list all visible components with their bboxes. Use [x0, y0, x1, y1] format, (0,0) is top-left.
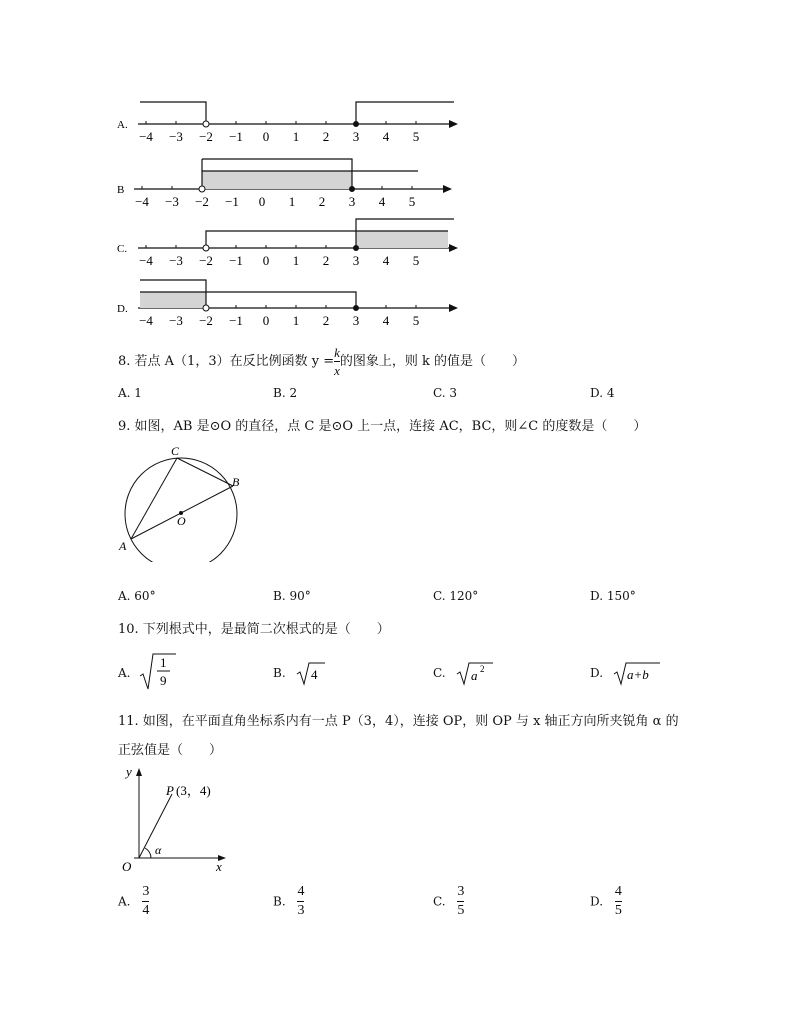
solution-shaded-region — [140, 292, 206, 308]
label-alpha: α — [155, 843, 162, 857]
q11-option-c-label: C. — [433, 894, 446, 909]
number-line-tick-label: −1 — [225, 194, 239, 209]
number-line-tick-label: 3 — [352, 129, 360, 144]
q11-option-b-label: B. — [273, 894, 286, 909]
number-line-tick-label: 0 — [262, 253, 270, 268]
label-a: A — [119, 539, 127, 553]
q9-option-b[interactable]: B. 90° — [273, 589, 311, 603]
sqrt-icon — [295, 660, 329, 690]
number-line-tick-label: 2 — [322, 313, 330, 328]
number-line-option-label: C. — [117, 243, 128, 255]
number-line-tick-label: 5 — [408, 194, 416, 209]
q8-option-a[interactable]: A. 1 — [118, 386, 142, 400]
closed-point — [353, 245, 359, 251]
frac-den: 5 — [457, 903, 465, 918]
number-line-tick-label: −1 — [229, 129, 243, 144]
number-line-tick-label: 0 — [262, 313, 270, 328]
number-line-tick-label: 1 — [288, 194, 296, 209]
frac-den: 3 — [297, 903, 305, 918]
number-lines-figure — [0, 0, 794, 330]
number-line-tick-label: −2 — [199, 313, 213, 328]
open-point — [203, 245, 209, 251]
circle-o — [125, 458, 237, 562]
frac-den: 5 — [614, 903, 622, 918]
number-line-tick-label: −2 — [199, 129, 213, 144]
q10-option-a-label: A. — [118, 666, 131, 680]
q11-option-d-label: D. — [590, 894, 604, 909]
number-line-option-label: A. — [117, 119, 128, 131]
label-o: O — [122, 859, 132, 874]
q10-option-c-label: C. — [433, 666, 446, 680]
q8-frac-den: x — [334, 363, 340, 378]
question-11-line-2: 正弦值是（ ） — [118, 743, 223, 758]
label-o: O — [177, 514, 186, 528]
q11-option-b[interactable] — [273, 885, 304, 918]
frac-num: 3 — [457, 884, 465, 899]
q8-text-pre: 8. 若点 A（1，3）在反比例函数 y = — [118, 354, 335, 369]
number-line-tick-label: 0 — [258, 194, 266, 209]
number-line-tick-label: −3 — [169, 129, 183, 144]
closed-point — [349, 186, 355, 192]
number-line-arrow-icon — [449, 244, 458, 252]
number-line-tick-label: 1 — [292, 313, 300, 328]
number-line-tick-label: −2 — [195, 194, 209, 209]
number-line-tick-label: −3 — [169, 313, 183, 328]
q9-option-d[interactable]: D. 150° — [590, 589, 636, 603]
q8-option-c[interactable]: C. 3 — [433, 386, 458, 400]
number-line-tick-label: 2 — [318, 194, 326, 209]
question-11-line-1: 11. 如图，在平面直角坐标系内有一点 P（3，4），连接 OP，则 OP 与 x 轴正方向所夹锐角 α 的 — [118, 714, 679, 729]
q10c-radicand: a — [471, 668, 478, 683]
q10d-radicand: a+b — [627, 667, 649, 682]
q8-frac-num: k — [334, 345, 340, 360]
q11-option-b-fraction — [297, 885, 304, 918]
coordinate-figure — [112, 762, 242, 877]
closed-point — [353, 305, 359, 311]
number-line-tick-label: 5 — [412, 253, 420, 268]
question-8 — [118, 346, 525, 377]
number-line-tick-label: 4 — [382, 313, 390, 328]
sqrt-icon — [612, 660, 662, 690]
open-point — [199, 186, 205, 192]
solution-ray-right — [356, 102, 454, 124]
number-line-options — [0, 0, 794, 330]
label-c: C — [171, 444, 180, 458]
number-line-tick-label: −4 — [139, 313, 153, 328]
q10a-num: 1 — [160, 655, 167, 670]
label-y: y — [126, 764, 132, 779]
chord-bc — [177, 458, 233, 486]
closed-point — [353, 121, 359, 127]
solution-shaded-region — [356, 231, 448, 248]
q10-option-b-label: B. — [273, 666, 286, 680]
number-line-tick-label: 0 — [262, 129, 270, 144]
number-line-tick-label: 4 — [378, 194, 386, 209]
open-point — [203, 305, 209, 311]
number-line-arrow-icon — [449, 304, 458, 312]
sqrt-fraction-icon — [138, 652, 178, 692]
q8-option-b[interactable]: B. 2 — [273, 386, 298, 400]
question-10-text: 10. 下列根式中，是最简二次根式的是（ ） — [118, 622, 390, 637]
frac-num: 4 — [614, 884, 622, 899]
number-line-tick-label: 1 — [292, 129, 300, 144]
number-line-tick-label: −3 — [169, 253, 183, 268]
q11-option-d[interactable] — [590, 885, 622, 918]
solution-shaded-region — [202, 171, 352, 189]
question-9-text: 9. 如图，AB 是⊙O 的直径，点 C 是⊙O 上一点，连接 AC，BC，则∠C 的度数是（ ） — [118, 419, 647, 434]
number-line-arrow-icon — [449, 120, 458, 128]
sqrt-icon — [455, 660, 495, 690]
number-line-tick-label: −3 — [165, 194, 179, 209]
number-line-tick-label: −4 — [135, 194, 149, 209]
q11-option-a-fraction — [142, 885, 149, 918]
q11-option-d-fraction — [615, 885, 622, 918]
q10-option-d-label: D. — [590, 666, 604, 680]
number-line-tick-label: 3 — [352, 253, 360, 268]
y-axis-arrow — [136, 768, 142, 776]
number-line-tick-label: −4 — [139, 129, 153, 144]
q10b-radicand: 4 — [311, 667, 318, 682]
frac-num: 3 — [142, 884, 150, 899]
number-line-option-label: B — [117, 184, 125, 196]
number-line-tick-label: −4 — [139, 253, 153, 268]
number-line-tick-label: −2 — [199, 253, 213, 268]
number-line-tick-label: 3 — [352, 313, 360, 328]
q9-option-c[interactable]: C. 120° — [433, 589, 479, 603]
frac-num: 4 — [297, 884, 305, 899]
label-b: B — [232, 475, 240, 489]
number-line-tick-label: 5 — [412, 129, 420, 144]
number-line-tick-label: 1 — [292, 253, 300, 268]
number-line-tick-label: 3 — [348, 194, 356, 209]
label-p: P — [166, 783, 174, 798]
q11-option-a[interactable] — [118, 885, 149, 918]
open-point — [203, 121, 209, 127]
q8-text-post: 的图象上，则 k 的值是（ ） — [339, 354, 526, 369]
number-line-tick-label: 5 — [412, 313, 420, 328]
number-line-tick-label: −1 — [229, 313, 243, 328]
number-line-tick-label: 2 — [322, 129, 330, 144]
q10c-exp: 2 — [480, 664, 485, 674]
q11-option-a-label: A. — [118, 894, 131, 909]
label-p-coord: (3，4) — [176, 783, 211, 798]
circle-figure — [115, 442, 255, 562]
q10a-den: 9 — [160, 673, 167, 688]
angle-arc — [145, 848, 151, 858]
label-x: x — [216, 859, 222, 874]
q11-option-c[interactable] — [433, 885, 464, 918]
number-line-arrow-icon — [443, 185, 452, 193]
number-line-tick-label: 4 — [382, 253, 390, 268]
frac-den: 4 — [142, 903, 150, 918]
q9-option-a[interactable]: A. 60° — [118, 589, 156, 603]
number-line-tick-label: 4 — [382, 129, 390, 144]
q11-option-c-fraction — [457, 885, 464, 918]
solution-ray-left — [140, 102, 206, 124]
number-line-tick-label: 2 — [322, 253, 330, 268]
number-line-tick-label: −1 — [229, 253, 243, 268]
q8-option-d[interactable]: D. 4 — [590, 386, 615, 400]
number-line-option-label: D. — [117, 303, 128, 315]
